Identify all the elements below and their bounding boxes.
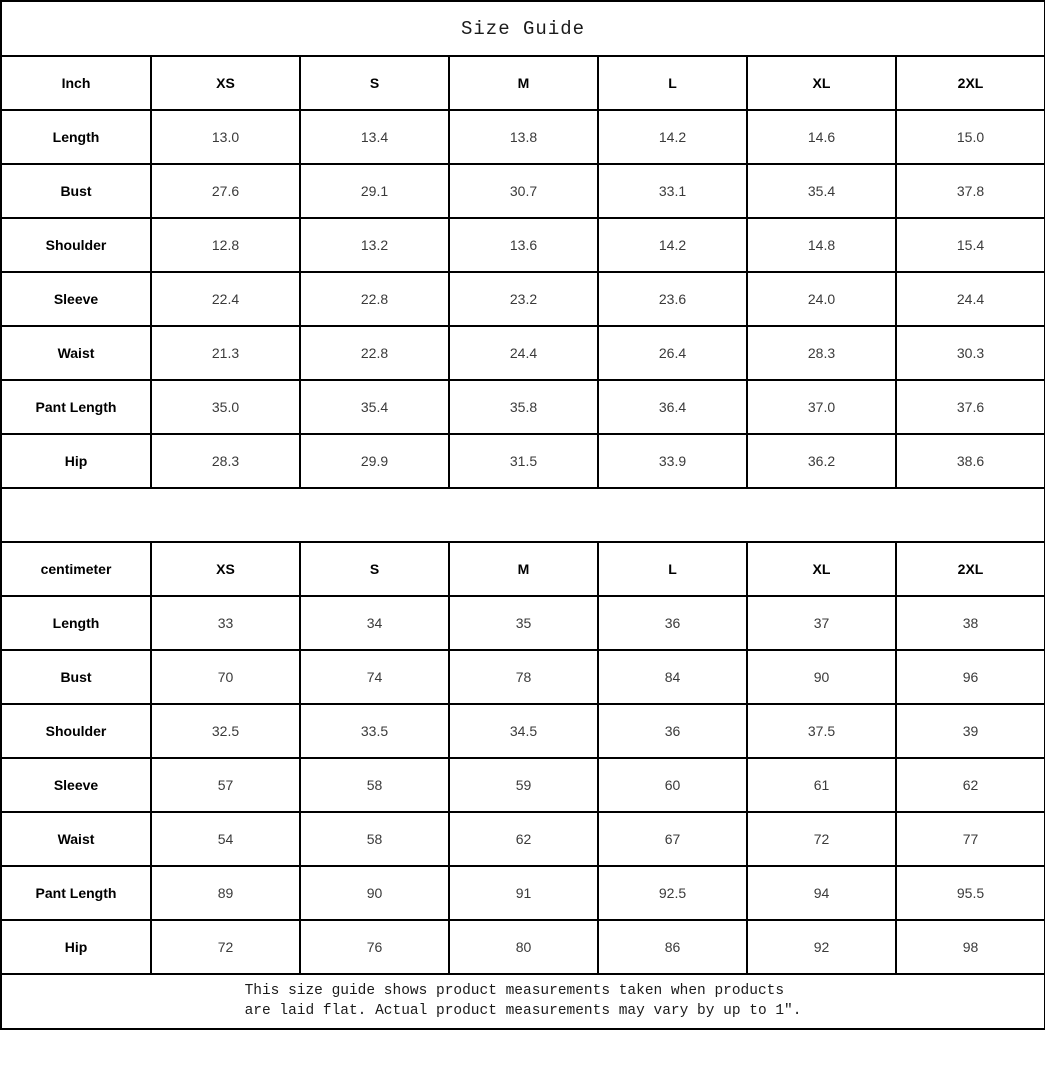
measurement-value: 59 <box>449 758 598 812</box>
measurement-value: 28.3 <box>151 434 300 488</box>
row-label: Sleeve <box>1 272 151 326</box>
table-row <box>1 110 1045 164</box>
measurement-value: 36.4 <box>598 380 747 434</box>
measurement-value: 38.6 <box>896 434 1045 488</box>
measurement-value: 30.3 <box>896 326 1045 380</box>
measurement-value: 14.2 <box>598 110 747 164</box>
unit-header: Inch <box>1 56 151 110</box>
measurement-value: 23.6 <box>598 272 747 326</box>
size-column-header: XL <box>747 542 896 596</box>
measurement-value: 95.5 <box>896 866 1045 920</box>
table-row <box>1 272 1045 326</box>
measurement-value: 24.4 <box>449 326 598 380</box>
measurement-value: 24.4 <box>896 272 1045 326</box>
measurement-value: 37.0 <box>747 380 896 434</box>
footer-note-cell <box>1 974 1045 1029</box>
measurement-value: 54 <box>151 812 300 866</box>
row-label: Bust <box>1 650 151 704</box>
measurement-value: 37.8 <box>896 164 1045 218</box>
measurement-value: 29.9 <box>300 434 449 488</box>
inch-measurements-section <box>1 56 1045 488</box>
measurement-value: 38 <box>896 596 1045 650</box>
measurement-value: 33.5 <box>300 704 449 758</box>
measurement-value: 31.5 <box>449 434 598 488</box>
measurement-value: 14.2 <box>598 218 747 272</box>
header-row <box>1 56 1045 110</box>
measurement-value: 78 <box>449 650 598 704</box>
measurement-value: 76 <box>300 920 449 974</box>
row-label: Bust <box>1 164 151 218</box>
header-row <box>1 542 1045 596</box>
size-column-header: XS <box>151 56 300 110</box>
measurement-value: 35.0 <box>151 380 300 434</box>
measurement-value: 12.8 <box>151 218 300 272</box>
measurement-value: 72 <box>151 920 300 974</box>
row-label: Length <box>1 596 151 650</box>
measurement-value: 74 <box>300 650 449 704</box>
measurement-value: 58 <box>300 812 449 866</box>
row-label: Pant Length <box>1 866 151 920</box>
measurement-value: 98 <box>896 920 1045 974</box>
footer-note <box>245 982 802 1021</box>
measurement-value: 33 <box>151 596 300 650</box>
footer-row <box>1 974 1045 1029</box>
size-column-header: S <box>300 56 449 110</box>
row-label: Shoulder <box>1 218 151 272</box>
measurement-value: 91 <box>449 866 598 920</box>
measurement-value: 14.8 <box>747 218 896 272</box>
measurement-value: 94 <box>747 866 896 920</box>
measurement-value: 34 <box>300 596 449 650</box>
title-section <box>1 1 1045 56</box>
gap-section <box>1 488 1045 542</box>
row-label: Waist <box>1 812 151 866</box>
measurement-value: 35.8 <box>449 380 598 434</box>
measurement-value: 33.1 <box>598 164 747 218</box>
row-label: Length <box>1 110 151 164</box>
measurement-value: 22.8 <box>300 326 449 380</box>
measurement-value: 77 <box>896 812 1045 866</box>
measurement-value: 35 <box>449 596 598 650</box>
measurement-value: 39 <box>896 704 1045 758</box>
measurement-value: 72 <box>747 812 896 866</box>
page-title: Size Guide <box>1 1 1045 56</box>
measurement-value: 60 <box>598 758 747 812</box>
row-label: Sleeve <box>1 758 151 812</box>
size-column-header: L <box>598 542 747 596</box>
table-row <box>1 434 1045 488</box>
measurement-value: 22.8 <box>300 272 449 326</box>
size-column-header: L <box>598 56 747 110</box>
measurement-value: 15.0 <box>896 110 1045 164</box>
title-row <box>1 1 1045 56</box>
measurement-value: 28.3 <box>747 326 896 380</box>
spacer-cell <box>1 488 1045 542</box>
size-column-header: XL <box>747 56 896 110</box>
measurement-value: 37 <box>747 596 896 650</box>
footer-note-line1: This size guide shows product measurements taken when products <box>244 982 785 999</box>
size-column-header: S <box>300 542 449 596</box>
measurement-value: 13.6 <box>449 218 598 272</box>
measurement-value: 90 <box>747 650 896 704</box>
unit-header: centimeter <box>1 542 151 596</box>
table-row <box>1 380 1045 434</box>
measurement-value: 36.2 <box>747 434 896 488</box>
row-label: Shoulder <box>1 704 151 758</box>
measurement-value: 26.4 <box>598 326 747 380</box>
size-column-header: XS <box>151 542 300 596</box>
measurement-value: 22.4 <box>151 272 300 326</box>
table-row <box>1 164 1045 218</box>
table-row <box>1 704 1045 758</box>
measurement-value: 34.5 <box>449 704 598 758</box>
footer-section <box>1 974 1045 1029</box>
row-label: Pant Length <box>1 380 151 434</box>
measurement-value: 13.0 <box>151 110 300 164</box>
table-row <box>1 812 1045 866</box>
row-label: Hip <box>1 920 151 974</box>
size-column-header: M <box>449 56 598 110</box>
table-row <box>1 866 1045 920</box>
measurement-value: 33.9 <box>598 434 747 488</box>
measurement-value: 35.4 <box>747 164 896 218</box>
measurement-value: 15.4 <box>896 218 1045 272</box>
table-row <box>1 596 1045 650</box>
table-row <box>1 920 1045 974</box>
measurement-value: 62 <box>449 812 598 866</box>
measurement-value: 35.4 <box>300 380 449 434</box>
centimeter-measurements-section <box>1 542 1045 974</box>
spacer-row <box>1 488 1045 542</box>
measurement-value: 23.2 <box>449 272 598 326</box>
size-column-header: M <box>449 542 598 596</box>
size-column-header: 2XL <box>896 56 1045 110</box>
row-label: Waist <box>1 326 151 380</box>
table-row <box>1 758 1045 812</box>
measurement-value: 92 <box>747 920 896 974</box>
measurement-value: 30.7 <box>449 164 598 218</box>
measurement-value: 67 <box>598 812 747 866</box>
table-row <box>1 326 1045 380</box>
measurement-value: 80 <box>449 920 598 974</box>
measurement-value: 90 <box>300 866 449 920</box>
measurement-value: 84 <box>598 650 747 704</box>
measurement-value: 29.1 <box>300 164 449 218</box>
measurement-value: 13.8 <box>449 110 598 164</box>
measurement-value: 32.5 <box>151 704 300 758</box>
measurement-value: 36 <box>598 704 747 758</box>
row-label: Hip <box>1 434 151 488</box>
measurement-value: 13.4 <box>300 110 449 164</box>
footer-note-line2: are laid flat. Actual product measurements may vary by up to 1″. <box>244 1002 802 1019</box>
measurement-value: 96 <box>896 650 1045 704</box>
table-row <box>1 650 1045 704</box>
measurement-value: 13.2 <box>300 218 449 272</box>
table-row <box>1 218 1045 272</box>
measurement-value: 92.5 <box>598 866 747 920</box>
measurement-value: 57 <box>151 758 300 812</box>
measurement-value: 61 <box>747 758 896 812</box>
measurement-value: 89 <box>151 866 300 920</box>
measurement-value: 70 <box>151 650 300 704</box>
measurement-value: 36 <box>598 596 747 650</box>
measurement-value: 21.3 <box>151 326 300 380</box>
measurement-value: 27.6 <box>151 164 300 218</box>
size-column-header: 2XL <box>896 542 1045 596</box>
measurement-value: 24.0 <box>747 272 896 326</box>
measurement-value: 58 <box>300 758 449 812</box>
measurement-value: 86 <box>598 920 747 974</box>
measurement-value: 37.5 <box>747 704 896 758</box>
measurement-value: 62 <box>896 758 1045 812</box>
measurement-value: 37.6 <box>896 380 1045 434</box>
measurement-value: 14.6 <box>747 110 896 164</box>
